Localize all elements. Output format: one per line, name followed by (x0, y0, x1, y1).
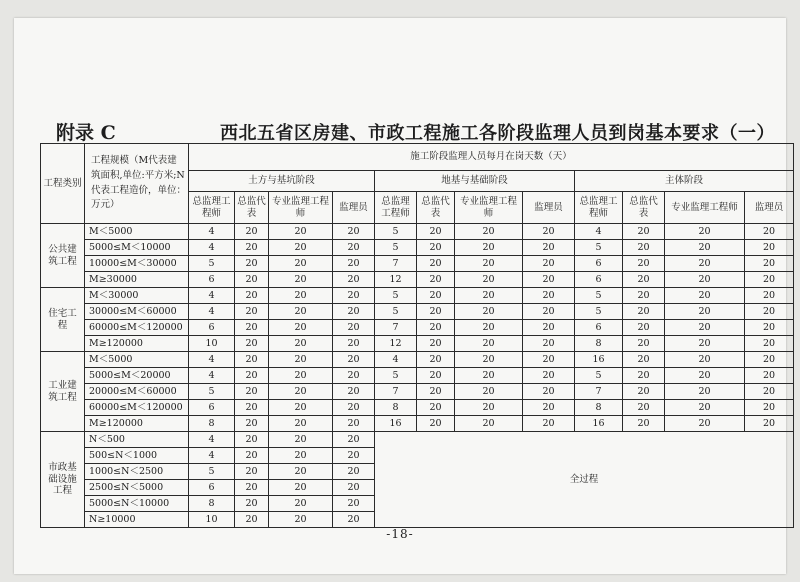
table-row (41, 352, 794, 368)
value-cell: 4 (189, 224, 235, 240)
value-cell: 20 (623, 272, 665, 288)
value-cell: 20 (269, 304, 333, 320)
value-cell: 20 (417, 320, 455, 336)
value-cell: 12 (375, 272, 417, 288)
value-cell: 20 (665, 352, 745, 368)
value-cell: 7 (575, 384, 623, 400)
value-cell: 4 (375, 352, 417, 368)
scale-cell: 60000≤M＜120000 (85, 320, 189, 336)
value-cell: 12 (375, 336, 417, 352)
value-cell: 20 (235, 448, 269, 464)
value-cell: 20 (455, 288, 523, 304)
scale-cell: M＜30000 (85, 288, 189, 304)
value-cell: 5 (375, 240, 417, 256)
value-cell: 20 (455, 384, 523, 400)
value-cell: 20 (269, 224, 333, 240)
value-cell: 20 (455, 320, 523, 336)
value-cell: 20 (333, 240, 375, 256)
value-cell: 20 (235, 304, 269, 320)
value-cell: 20 (745, 224, 794, 240)
scale-cell: 10000≤M＜30000 (85, 256, 189, 272)
whole-process-cell: 全过程 (375, 432, 794, 528)
value-cell: 20 (235, 416, 269, 432)
scale-cell: N＜500 (85, 432, 189, 448)
value-cell: 20 (623, 224, 665, 240)
value-cell: 20 (333, 480, 375, 496)
value-cell: 20 (333, 352, 375, 368)
value-cell: 4 (189, 432, 235, 448)
scale-cell: 5000≤M＜20000 (85, 368, 189, 384)
value-cell: 20 (745, 336, 794, 352)
value-cell: 20 (333, 224, 375, 240)
value-cell: 4 (189, 448, 235, 464)
table-row (41, 400, 794, 416)
stage-header-earthwork: 土方与基坑阶段 (189, 171, 375, 192)
value-cell: 5 (575, 288, 623, 304)
role-header-cell: 专业监理工程师 (269, 192, 333, 224)
value-cell: 16 (575, 416, 623, 432)
value-cell: 20 (523, 304, 575, 320)
value-cell: 20 (665, 400, 745, 416)
value-cell: 20 (523, 400, 575, 416)
value-cell: 20 (623, 416, 665, 432)
value-cell: 20 (235, 368, 269, 384)
scale-cell: M＜5000 (85, 352, 189, 368)
stage-header-foundation: 地基与基础阶段 (375, 171, 575, 192)
value-cell: 20 (417, 288, 455, 304)
scale-cell: 500≤N＜1000 (85, 448, 189, 464)
value-cell: 20 (523, 272, 575, 288)
value-cell: 20 (235, 256, 269, 272)
value-cell: 8 (575, 336, 623, 352)
value-cell: 4 (189, 304, 235, 320)
value-cell: 5 (575, 240, 623, 256)
scale-cell: 60000≤M＜120000 (85, 400, 189, 416)
header-category: 工程类别 (41, 144, 85, 224)
value-cell: 20 (333, 336, 375, 352)
value-cell: 20 (745, 352, 794, 368)
value-cell: 20 (333, 272, 375, 288)
value-cell: 6 (189, 480, 235, 496)
value-cell: 5 (575, 304, 623, 320)
value-cell: 20 (235, 336, 269, 352)
value-cell: 20 (623, 320, 665, 336)
value-cell: 20 (745, 256, 794, 272)
value-cell: 20 (269, 448, 333, 464)
role-header-cell: 总监代表 (235, 192, 269, 224)
role-header-cell: 总监理工程师 (375, 192, 417, 224)
value-cell: 16 (575, 352, 623, 368)
value-cell: 4 (189, 288, 235, 304)
value-cell: 20 (269, 496, 333, 512)
value-cell: 20 (523, 416, 575, 432)
value-cell: 20 (269, 480, 333, 496)
value-cell: 20 (455, 336, 523, 352)
table-body (41, 144, 794, 528)
value-cell: 20 (269, 320, 333, 336)
scale-cell: M≥30000 (85, 272, 189, 288)
value-cell: 20 (269, 416, 333, 432)
value-cell: 7 (375, 256, 417, 272)
table-row (41, 288, 794, 304)
value-cell: 6 (575, 256, 623, 272)
value-cell: 20 (665, 272, 745, 288)
value-cell: 20 (269, 272, 333, 288)
value-cell: 8 (189, 496, 235, 512)
value-cell: 20 (269, 352, 333, 368)
value-cell: 20 (235, 496, 269, 512)
value-cell: 20 (523, 224, 575, 240)
page-number: -18- (386, 527, 414, 541)
table-row (41, 272, 794, 288)
value-cell: 20 (665, 224, 745, 240)
value-cell: 20 (417, 240, 455, 256)
value-cell: 5 (375, 304, 417, 320)
value-cell: 20 (665, 240, 745, 256)
value-cell: 20 (269, 400, 333, 416)
scale-cell: M≥120000 (85, 416, 189, 432)
value-cell: 20 (417, 272, 455, 288)
value-cell: 20 (623, 384, 665, 400)
value-cell: 20 (523, 352, 575, 368)
value-cell: 20 (455, 352, 523, 368)
appendix-label: 附录 C (56, 122, 116, 144)
value-cell: 20 (417, 400, 455, 416)
role-header-cell: 总监代表 (623, 192, 665, 224)
value-cell: 16 (375, 416, 417, 432)
value-cell: 20 (235, 352, 269, 368)
stage-header-structure: 主体阶段 (575, 171, 794, 192)
value-cell: 20 (455, 416, 523, 432)
role-header-cell: 监理员 (523, 192, 575, 224)
value-cell: 7 (375, 384, 417, 400)
value-cell: 20 (333, 256, 375, 272)
value-cell: 20 (665, 336, 745, 352)
value-cell: 6 (189, 272, 235, 288)
value-cell: 20 (745, 304, 794, 320)
table-row (41, 336, 794, 352)
value-cell: 20 (269, 288, 333, 304)
value-cell: 20 (745, 320, 794, 336)
scale-cell: 30000≤M＜60000 (85, 304, 189, 320)
value-cell: 20 (417, 352, 455, 368)
value-cell: 20 (269, 432, 333, 448)
value-cell: 20 (523, 256, 575, 272)
value-cell: 20 (269, 384, 333, 400)
role-header-cell: 总监理工程师 (189, 192, 235, 224)
value-cell: 7 (375, 320, 417, 336)
value-cell: 20 (333, 448, 375, 464)
table-row (41, 304, 794, 320)
value-cell: 20 (523, 384, 575, 400)
value-cell: 10 (189, 336, 235, 352)
value-cell: 5 (189, 384, 235, 400)
scale-cell: N≥10000 (85, 512, 189, 528)
value-cell: 20 (745, 288, 794, 304)
value-cell: 8 (375, 400, 417, 416)
value-cell: 20 (455, 272, 523, 288)
value-cell: 20 (235, 512, 269, 528)
value-cell: 20 (665, 256, 745, 272)
category-cell: 市政基础设施工程 (41, 432, 85, 528)
value-cell: 20 (417, 336, 455, 352)
table-row (41, 384, 794, 400)
value-cell: 20 (417, 256, 455, 272)
value-cell: 20 (417, 304, 455, 320)
value-cell: 20 (745, 272, 794, 288)
value-cell: 5 (189, 464, 235, 480)
value-cell: 20 (665, 368, 745, 384)
value-cell: 4 (189, 368, 235, 384)
value-cell: 8 (189, 416, 235, 432)
value-cell: 20 (665, 304, 745, 320)
value-cell: 20 (455, 400, 523, 416)
scale-cell: 5000≤N＜10000 (85, 496, 189, 512)
table-row (41, 256, 794, 272)
value-cell: 20 (623, 400, 665, 416)
value-cell: 20 (665, 416, 745, 432)
value-cell: 8 (575, 400, 623, 416)
value-cell: 20 (523, 368, 575, 384)
scale-cell: M≥120000 (85, 336, 189, 352)
value-cell: 20 (333, 288, 375, 304)
scale-cell: 1000≤N＜2500 (85, 464, 189, 480)
staffing-requirements-table (40, 143, 794, 528)
value-cell: 5 (375, 224, 417, 240)
header-scale: 工程规模（M代表建筑面积,单位:平方米;N代表工程造价，单位：万元） (85, 144, 189, 224)
value-cell: 20 (235, 288, 269, 304)
value-cell: 4 (575, 224, 623, 240)
value-cell: 20 (623, 288, 665, 304)
value-cell: 20 (333, 512, 375, 528)
value-cell: 6 (189, 320, 235, 336)
value-cell: 20 (333, 368, 375, 384)
value-cell: 20 (523, 240, 575, 256)
value-cell: 20 (665, 288, 745, 304)
value-cell: 20 (745, 384, 794, 400)
header-days: 施工阶段监理人员每月在岗天数（天） (189, 144, 794, 171)
role-header-cell: 专业监理工程师 (455, 192, 523, 224)
value-cell: 20 (455, 368, 523, 384)
value-cell: 6 (575, 320, 623, 336)
value-cell: 20 (333, 400, 375, 416)
value-cell: 20 (235, 224, 269, 240)
value-cell: 20 (455, 256, 523, 272)
table-row (41, 224, 794, 240)
value-cell: 20 (455, 304, 523, 320)
scale-cell: 2500≤N＜5000 (85, 480, 189, 496)
value-cell: 20 (333, 384, 375, 400)
value-cell: 20 (333, 416, 375, 432)
value-cell: 20 (623, 304, 665, 320)
value-cell: 20 (269, 256, 333, 272)
value-cell: 20 (523, 320, 575, 336)
value-cell: 20 (623, 368, 665, 384)
value-cell: 20 (269, 464, 333, 480)
category-cell: 公共建筑工程 (41, 224, 85, 288)
table-row (41, 320, 794, 336)
value-cell: 20 (623, 256, 665, 272)
value-cell: 20 (745, 400, 794, 416)
value-cell: 20 (269, 336, 333, 352)
value-cell: 20 (623, 352, 665, 368)
value-cell: 20 (417, 384, 455, 400)
value-cell: 5 (575, 368, 623, 384)
table-row (41, 432, 794, 448)
role-header-cell: 专业监理工程师 (665, 192, 745, 224)
table-row (41, 416, 794, 432)
value-cell: 4 (189, 240, 235, 256)
value-cell: 20 (333, 432, 375, 448)
value-cell: 20 (623, 240, 665, 256)
value-cell: 20 (417, 416, 455, 432)
value-cell: 20 (235, 432, 269, 448)
role-header-cell: 监理员 (333, 192, 375, 224)
value-cell: 6 (189, 400, 235, 416)
value-cell: 20 (523, 336, 575, 352)
value-cell: 20 (745, 240, 794, 256)
value-cell: 20 (235, 320, 269, 336)
value-cell: 20 (235, 464, 269, 480)
value-cell: 20 (745, 368, 794, 384)
value-cell: 20 (235, 480, 269, 496)
table-row (41, 240, 794, 256)
value-cell: 20 (333, 496, 375, 512)
value-cell: 20 (269, 368, 333, 384)
value-cell: 20 (333, 464, 375, 480)
value-cell: 20 (417, 368, 455, 384)
value-cell: 20 (455, 240, 523, 256)
role-header-cell: 监理员 (745, 192, 794, 224)
value-cell: 5 (189, 256, 235, 272)
value-cell: 6 (575, 272, 623, 288)
value-cell: 20 (665, 320, 745, 336)
page-title: 西北五省区房建、市政工程施工各阶段监理人员到岗基本要求（一） (220, 123, 775, 144)
value-cell: 20 (235, 240, 269, 256)
value-cell: 5 (375, 288, 417, 304)
category-cell: 住宅工程 (41, 288, 85, 352)
value-cell: 20 (623, 336, 665, 352)
role-header-cell: 总监理工程师 (575, 192, 623, 224)
table-row (41, 368, 794, 384)
value-cell: 20 (235, 400, 269, 416)
value-cell: 20 (235, 384, 269, 400)
value-cell: 20 (235, 272, 269, 288)
role-header-cell: 总监代表 (417, 192, 455, 224)
value-cell: 20 (333, 320, 375, 336)
value-cell: 4 (189, 352, 235, 368)
value-cell: 10 (189, 512, 235, 528)
value-cell: 20 (269, 240, 333, 256)
value-cell: 20 (523, 288, 575, 304)
value-cell: 20 (333, 304, 375, 320)
value-cell: 5 (375, 368, 417, 384)
category-cell: 工业建筑工程 (41, 352, 85, 432)
value-cell: 20 (745, 416, 794, 432)
scale-cell: 5000≤M＜10000 (85, 240, 189, 256)
value-cell: 20 (665, 384, 745, 400)
scale-cell: M＜5000 (85, 224, 189, 240)
value-cell: 20 (417, 224, 455, 240)
value-cell: 20 (455, 224, 523, 240)
value-cell: 20 (269, 512, 333, 528)
scale-cell: 20000≤M＜60000 (85, 384, 189, 400)
